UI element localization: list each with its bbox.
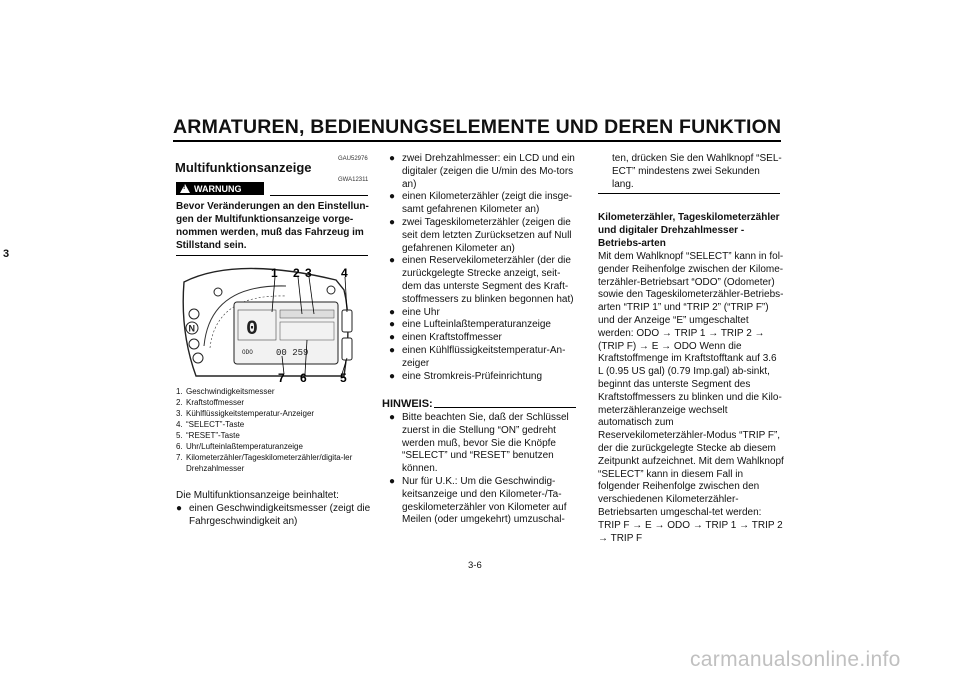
legend-item: 4. “SELECT”-Taste xyxy=(176,420,245,429)
title-divider xyxy=(173,140,781,142)
note-divider xyxy=(434,407,576,408)
list-item: ● einen Geschwindigkeitsmesser (zeigt die Fahrgeschwindigkeit an) xyxy=(176,503,372,529)
legend-item: 7. Kilometerzähler/Tageskilometerzähler/digita-ler Drehzahlmesser xyxy=(176,453,353,473)
warning-text: Bevor Veränderungen an den Einstellun-gen der Multifunktionsanzeige vorge-nommen werden, muß das Fahrzeug im Stillstand sein. xyxy=(176,201,369,251)
turn-right-icon xyxy=(327,286,335,294)
speed-digits: 0 xyxy=(246,318,259,341)
callout-number: 7 xyxy=(278,371,285,382)
warning-badge xyxy=(176,182,264,195)
select-button[interactable] xyxy=(342,310,352,332)
legend-item: 6. Uhr/Lufteinlaßtemperaturanzeige xyxy=(176,442,303,451)
list-item: ● einen Kühlflüssigkeitstemperatur-An-zeiger xyxy=(389,345,579,371)
callout-number: 4 xyxy=(341,266,348,280)
list-item: ● Bitte beachten Sie, daß der Schlüssel zuerst in die Stellung “ON” gedreht werden muß, bevor Sie die Knöpfe “SELECT” und “RESET” benutzen können. xyxy=(389,412,579,476)
legend-item: 2. Kraftstoffmesser xyxy=(176,398,245,407)
fuel-gauge-bar xyxy=(280,310,334,318)
reset-button[interactable] xyxy=(342,338,352,360)
legend-item: 3. Kühlflüssigkeitstemperatur-Anzeiger xyxy=(176,409,315,418)
includes-intro: Die Multifunktionsanzeige beinhaltet: xyxy=(176,490,339,501)
odo-heading: Kilometerzähler, Tageskilometerzähler und digitaler Drehzahlmesser - Betriebs-arten xyxy=(598,212,780,249)
callout-number: 6 xyxy=(300,371,307,382)
callout-number: 1 xyxy=(271,266,278,280)
note-title: HINWEIS: xyxy=(382,398,433,410)
section-code: GAU52976 xyxy=(338,156,368,162)
warning-end-divider xyxy=(176,255,368,256)
includes-list-middle xyxy=(389,153,579,383)
multifunction-display-figure xyxy=(176,262,370,382)
legend-item: 5. “RESET”-Taste xyxy=(176,431,240,440)
warning-divider xyxy=(270,195,368,196)
list-item: ● einen Kraftstoffmesser xyxy=(389,332,579,345)
note-end-divider xyxy=(598,193,780,194)
chapter-number: 3 xyxy=(2,248,10,260)
page-number: 3-6 xyxy=(468,560,482,571)
engine-icon xyxy=(214,288,222,296)
odo-mode-label: ODO xyxy=(242,349,253,356)
svg-text:N: N xyxy=(188,323,195,334)
note-continuation: ten, drücken Sie den Wahlknopf “SEL-ECT” mindestens zwei Sekunden lang. xyxy=(612,153,782,190)
list-item: ● zwei Tageskilometerzähler (zeigen die seit dem letzten Zurücksetzen auf Null gefahrenen Kilometer an) xyxy=(389,217,579,255)
oil-icon xyxy=(193,353,203,363)
list-item: ● Nur für U.K.: Um die Geschwindig-keitsanzeige und den Kilometer-/Ta-geskilometerzähler von Kilometer auf Meilen (oder umgekehrt) umzuschal- xyxy=(389,476,579,527)
turn-left-icon xyxy=(189,309,199,319)
legend-item: 1. Geschwindigkeitsmesser xyxy=(176,387,275,396)
warning-code: GWA12311 xyxy=(338,177,369,183)
odo-text: Mit dem Wahlknopf “SELECT” kann in fol-gender Reihenfolge zwischen der Kilome-terzähler-Betriebsart “ODO” (Odometer) sowie den Tageskilometerzähler-Betriebs-arten “TRIP 1” und “TRIP 2” (“TRIP F”) und der Anzeige “E” umgeschaltet werden: ODO → TRIP 1 → TRIP 2 → (TRIP F) → E → ODO Wenn die Kraftstoffmenge im Kraftstofftank auf 3.6 L (0.95 US gal) (0.79 Imp.gal) ab-sinkt, beginnt das unterste Segment des Kraftstoffmessers zu blinken und die Kilo-meterzähleranzeige wechselt automatisch zum Reservekilometerzähler-Modus “TRIP F”, der die zurückgelegte Stecke ab diesem Zeitpunkt aufzeichnet. Mit dem Wahlknopf “SELECT” kann in diesem Fall in folgender Reihenfolge zwischen den verschiedenen Kilometerzähler-Betriebsarten umgeschal-tet werden: TRIP F → E → ODO → TRIP 1 → TRIP 2 → TRIP F xyxy=(598,251,784,544)
page-title: ARMATUREN, BEDIENUNGSELEMENTE UND DEREN FUNKTION xyxy=(173,116,782,138)
callout-number: 5 xyxy=(340,371,347,382)
watermark: carmanualsonline.info xyxy=(690,648,901,671)
includes-list-left xyxy=(176,503,372,529)
note-list xyxy=(389,412,579,527)
warning-triangle-icon xyxy=(180,184,190,193)
list-item: ● eine Stromkreis-Prüfeinrichtung xyxy=(389,371,579,384)
list-item: ● einen Reservekilometerzähler (der die zurückgelegte Strecke anzeigt, seit-dem das unterste Segment des Kraft-stoffmessers zu blinken begonnen hat) xyxy=(389,255,579,306)
section-title: Multifunktionsanzeige xyxy=(175,160,312,175)
list-item: ● eine Uhr xyxy=(389,307,579,320)
list-item: ● eine Lufteinlaßtemperaturanzeige xyxy=(389,319,579,332)
list-item: ● einen Kilometerzähler (zeigt die insge-samt gefahrenen Kilometer an) xyxy=(389,191,579,217)
odometer-digits: 00 259 xyxy=(276,348,309,358)
figure-legend xyxy=(176,386,376,474)
warning-label: WARNUNG xyxy=(194,183,242,194)
list-item: ● zwei Drehzahlmesser: ein LCD und ein digitaler (zeigen die U/min des Mo-tors an) xyxy=(389,153,579,191)
high-beam-icon xyxy=(189,339,199,349)
callout-number: 3 xyxy=(305,266,312,280)
callout-number: 2 xyxy=(293,266,300,280)
